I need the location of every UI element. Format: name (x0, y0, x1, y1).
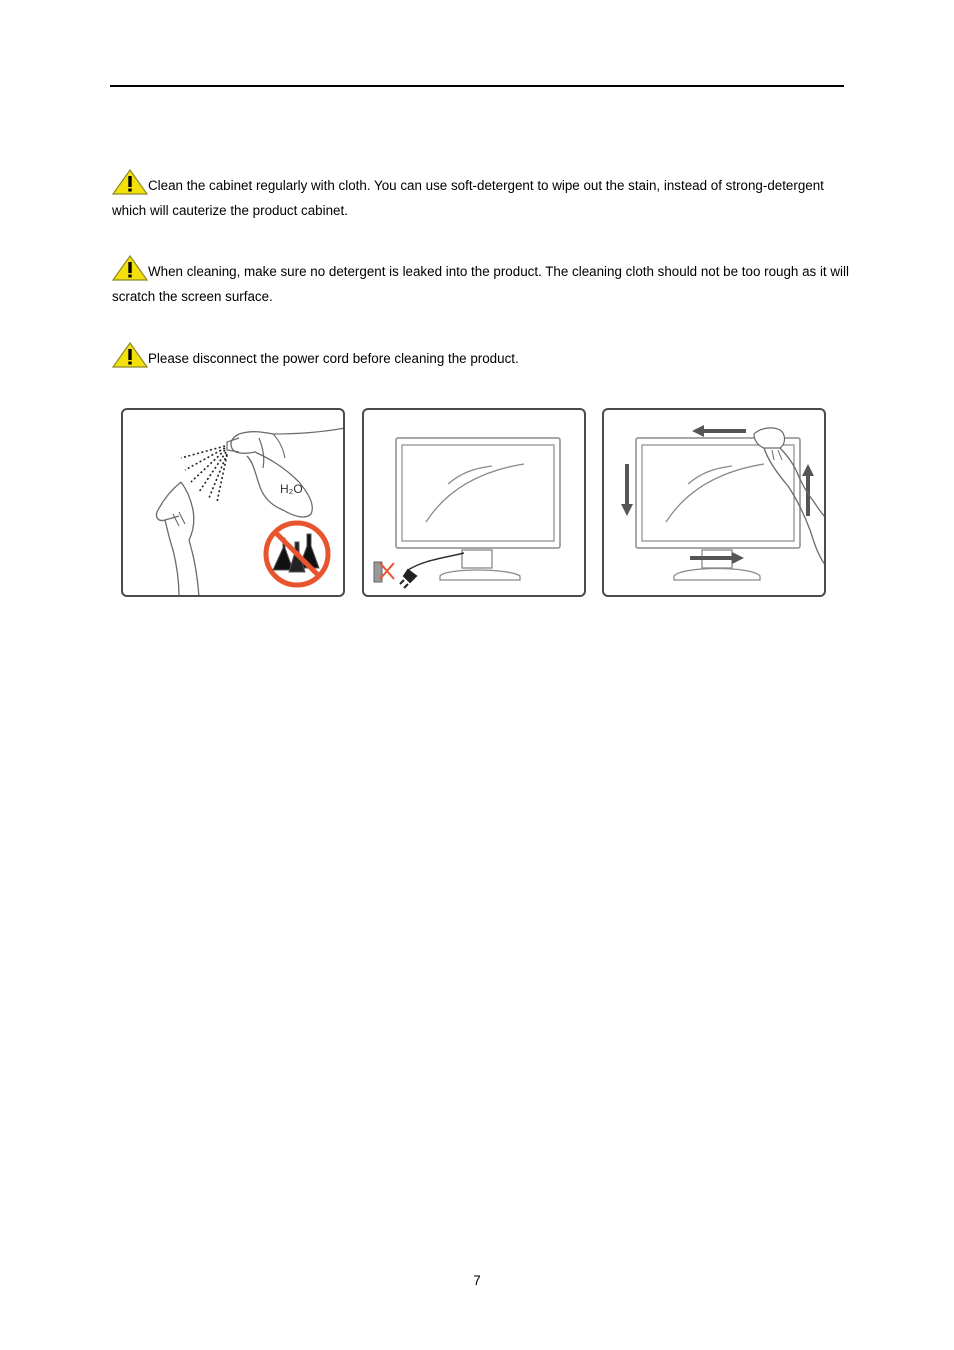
arrow-left-icon (692, 425, 746, 437)
cleaning-note-cabinet (112, 169, 852, 223)
warning-triangle-icon (112, 255, 148, 281)
illustration-wipe-screen (602, 408, 826, 597)
illustration-unplug-monitor (362, 408, 586, 597)
cleaning-note-power (112, 342, 852, 371)
illustration-spray-water (121, 408, 345, 597)
page-number: 7 (473, 1273, 481, 1288)
warning-triangle-icon (112, 169, 148, 195)
warning-triangle-icon (112, 342, 148, 368)
arrow-down-icon (621, 464, 633, 516)
cleaning-note-detergent (112, 255, 852, 309)
note-text: Please disconnect the power cord before cleaning the product. (148, 351, 519, 366)
note-text: Clean the cabinet regularly with cloth. You can use soft-detergent to wipe out the stain, instead of strong-detergent which will cauterize the product cabinet. (112, 178, 824, 218)
note-text: When cleaning, make sure no detergent is leaked into the product. The cleaning cloth should not be too rough as it will scratch the screen surface. (112, 264, 849, 304)
arrow-up-icon (802, 464, 814, 516)
header-rule (110, 85, 844, 87)
power-plug-icon (400, 570, 416, 588)
h2o-label: H₂O (280, 482, 303, 496)
